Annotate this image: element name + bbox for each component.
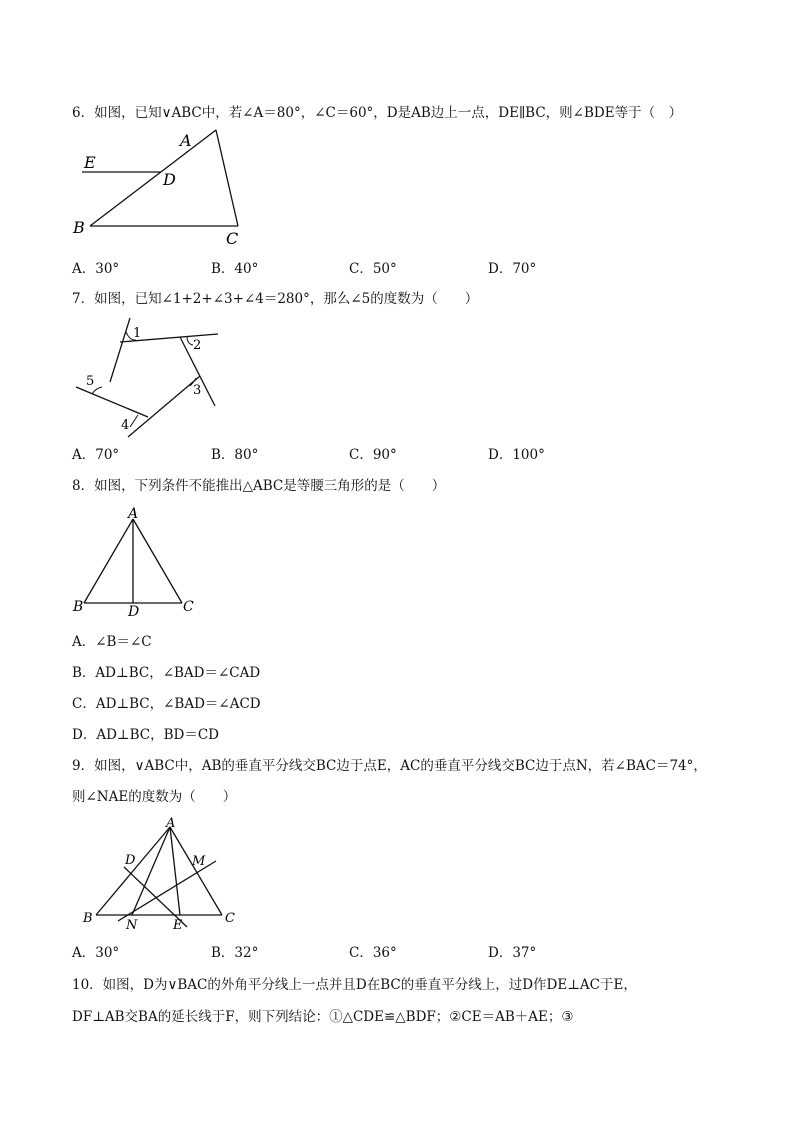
q8-label-a: A	[128, 506, 139, 522]
q7-option-a: A．70°	[72, 447, 120, 463]
q9-label-b: B	[83, 911, 93, 926]
q6-option-d: D．70°	[488, 261, 537, 277]
q7-line-1	[110, 318, 130, 382]
q7-label-1: 1	[133, 326, 142, 341]
q8-segment-ac	[133, 519, 182, 603]
q6-figure	[70, 130, 250, 248]
q9-segment-ac	[170, 827, 222, 915]
q9-option-d: D．37°	[488, 945, 537, 961]
q7-option-b: B．80°	[211, 447, 259, 463]
q9-label-e: E	[173, 918, 183, 933]
q9-figure	[80, 815, 240, 935]
q7-label-4: 4	[121, 418, 130, 433]
q9-option-a: A．30°	[72, 945, 120, 961]
q7-label-3: 3	[193, 383, 202, 398]
q9-label-d: D	[125, 853, 136, 868]
q9-label-m: M	[192, 854, 206, 869]
q9-label-a: A	[166, 816, 176, 831]
q8-option-d: D．AD⊥BC，BD＝CD	[72, 727, 219, 743]
q6-segment-ac	[216, 130, 238, 226]
q9-perp-bisector-ac	[118, 861, 216, 921]
q6-label-d: D	[163, 170, 176, 189]
q7-arc-4	[130, 415, 138, 427]
q6-label-b: B	[73, 218, 85, 237]
q9-option-c: C．36°	[349, 945, 397, 961]
q6-segment-ab	[90, 130, 216, 226]
q6-option-c: C．50°	[349, 261, 397, 277]
q8-label-b: B	[73, 599, 84, 615]
q7-option-c: C．90°	[349, 447, 397, 463]
q6-label-c: C	[226, 229, 239, 248]
q7-line-5	[76, 387, 148, 417]
q6-stem: 6．如图，已知∨ABC中，若∠A＝80°，∠C＝60°，D是AB边上一点，DE∥BC，则∠BDE等于（ ）	[72, 105, 683, 121]
q10-stem-line-2: DF⊥AB交BA的延长线于F，则下列结论：①△CDE≌△BDF；②CE＝AB＋AE；③	[72, 1009, 574, 1025]
q8-option-a: A．∠B＝∠C	[72, 634, 152, 650]
q7-stem: 7．如图，已知∠1+2+∠3+∠4＝280°，那么∠5的度数为（ ）	[72, 291, 479, 307]
q9-stem-line-1: 9．如图，∨ABC中，AB的垂直平分线交BC边于点E，AC的垂直平分线交BC边于点N，若∠BAC＝74°，	[72, 758, 707, 774]
q7-figure	[70, 315, 230, 440]
q8-stem: 8．如图，下列条件不能推出△ABC是等腰三角形的是（ ）	[72, 478, 446, 494]
q8-option-b: B．AD⊥BC，∠BAD＝∠CAD	[72, 665, 261, 681]
q9-label-n: N	[126, 918, 138, 933]
q9-segment-an	[132, 827, 170, 915]
q8-label-c: C	[183, 599, 194, 615]
q7-option-d: D．100°	[488, 447, 545, 463]
q9-segment-ab	[96, 827, 170, 915]
q9-label-c: C	[225, 911, 235, 926]
q8-figure	[70, 505, 200, 620]
q7-label-2: 2	[193, 338, 202, 353]
q6-option-a: A．30°	[72, 261, 120, 277]
q9-option-b: B．32°	[211, 945, 259, 961]
q6-option-b: B．40°	[211, 261, 259, 277]
q10-stem-line-1: 10．如图，D为∨BAC的外角平分线上一点并且D在BC的垂直平分线上，过D作DE⊥AC于E，	[72, 977, 637, 993]
q6-label-a: A	[180, 131, 192, 150]
q7-label-5: 5	[86, 374, 95, 389]
q9-stem-line-2: 则∠NAE的度数为（ ）	[72, 789, 237, 805]
q6-label-e: E	[84, 153, 96, 172]
q8-option-c: C．AD⊥BC，∠BAD＝∠ACD	[72, 696, 261, 712]
q8-label-d: D	[128, 604, 140, 620]
q7-line-4	[128, 376, 200, 437]
q8-segment-ab	[84, 519, 133, 603]
